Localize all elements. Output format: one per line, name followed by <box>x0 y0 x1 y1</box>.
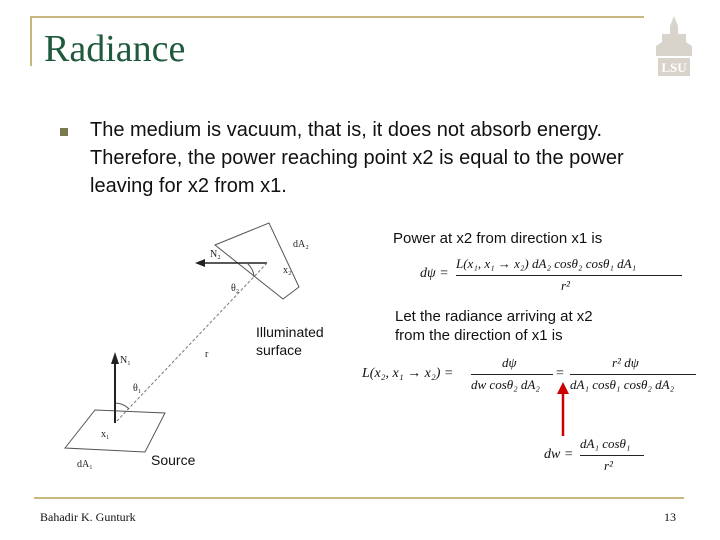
source-label: Source <box>151 452 196 468</box>
eq1-denominator: r² <box>561 278 570 293</box>
eq1-fraction-bar <box>456 275 682 276</box>
footer-author: Bahadir K. Gunturk <box>40 510 136 524</box>
theta2-label: θ₂ <box>231 283 240 294</box>
eq3-numerator: dA₁ cosθ₁ <box>580 436 631 451</box>
bullet-marker <box>60 128 68 136</box>
illuminated-line2: surface <box>256 342 302 358</box>
normal-n2-arrowhead <box>195 259 205 267</box>
geometry-diagram <box>55 215 355 475</box>
eq2-frac2-denominator: dA₁ cosθ₁ cosθ₂ dA₂ <box>570 377 675 392</box>
dA1-label: dA₁ <box>77 459 93 470</box>
eq3-fraction-bar <box>580 455 644 456</box>
power-label: Power at x2 from direction x1 is <box>393 230 603 247</box>
N1-label: N₁ <box>120 355 131 366</box>
N2-label: N₂ <box>210 249 221 260</box>
illuminated-line1: Illuminated <box>256 324 324 340</box>
r-label: r <box>205 349 209 360</box>
red-arrow <box>553 380 573 436</box>
eq2-frac1-numerator: dψ <box>502 355 517 370</box>
eq2-lhs: L(x₂, x₁ → x₂) = <box>362 366 454 381</box>
footer-page-number: 13 <box>664 510 676 524</box>
eq2-frac2-bar <box>570 374 696 375</box>
frame-top-rule <box>30 16 644 18</box>
bullet-text: The medium is vacuum, that is, it does not absorb energy. Therefore, the power reaching point x2 is equal to the power leaving for x2 from x1. <box>90 119 624 197</box>
eq2-frac2-numerator: r² dψ <box>612 355 639 370</box>
surface-dA2 <box>215 223 299 299</box>
radiance-label-line2: from the direction of x1 is <box>395 327 563 344</box>
logo-text: LSU <box>661 60 687 75</box>
eq1-numerator: L(x₁, x₁ → x₂) dA₂ cosθ₂ cosθ₁ dA₁ <box>456 256 637 271</box>
x1-label: x₁ <box>101 429 110 440</box>
eq3-denominator: r² <box>604 458 613 473</box>
normal-n1-arrowhead <box>111 352 119 364</box>
theta1-label: θ₁ <box>133 383 142 394</box>
lsu-logo <box>648 12 700 86</box>
radiance-label-line1: Let the radiance arriving at x2 <box>395 308 593 325</box>
slide-title: Radiance <box>44 28 186 70</box>
eq2-equals: = <box>556 366 564 381</box>
eq1-lhs: dψ = <box>420 266 449 281</box>
footer-rule <box>34 497 684 499</box>
theta1-arc <box>115 403 129 409</box>
eq2-frac1-denominator: dw cosθ₂ dA₂ <box>471 377 540 392</box>
frame-left-rule <box>30 16 32 66</box>
eq3-lhs: dw = <box>544 447 574 462</box>
eq2-frac1-bar <box>471 374 553 375</box>
ray-r <box>115 263 267 423</box>
dA2-label: dA₂ <box>293 239 309 250</box>
x2-label: x₂ <box>283 265 292 276</box>
radiance-label <box>395 307 593 345</box>
